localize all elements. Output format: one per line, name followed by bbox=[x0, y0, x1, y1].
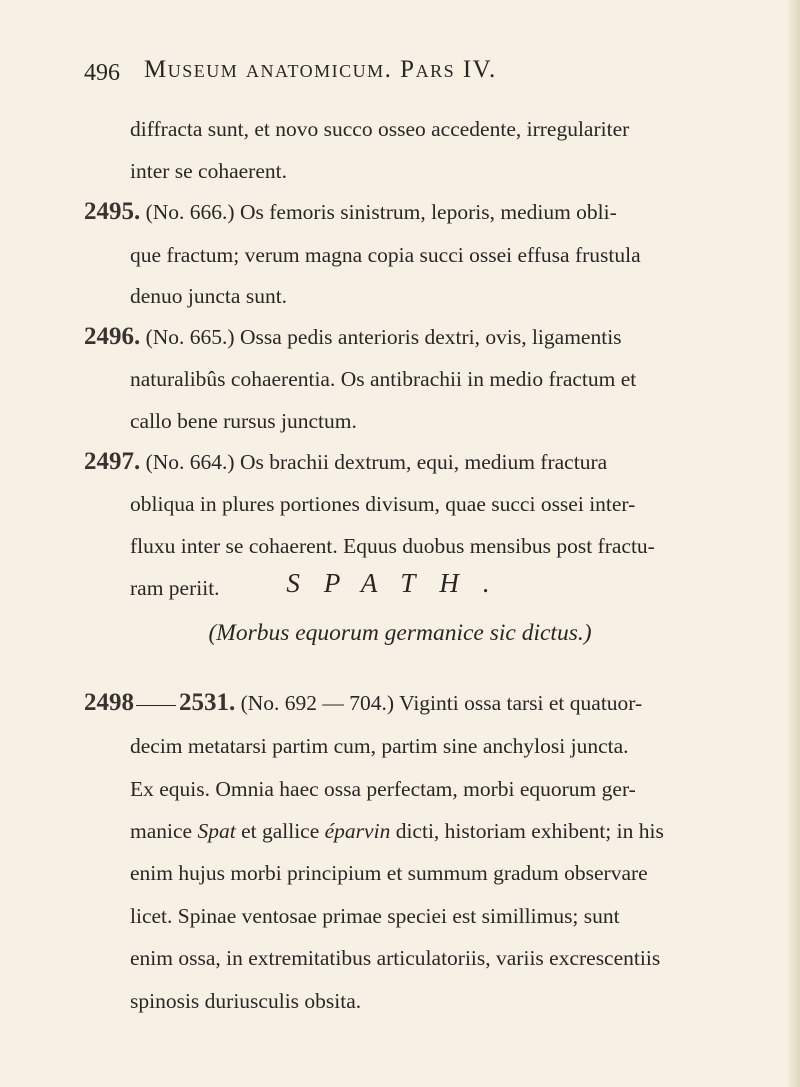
text-line: denuo juncta sunt. bbox=[130, 284, 288, 308]
text-line: naturalibûs cohaerentia. Os antibrachii in medio fractum et bbox=[130, 367, 637, 391]
text-line: ram periit. bbox=[130, 576, 220, 600]
running-head: Museum anatomicum. Pars IV. bbox=[144, 56, 497, 83]
text-line: diffracta sunt, et novo succo osseo accedente, irregulariter bbox=[130, 117, 630, 141]
text-line: Ex equis. Omnia haec ossa perfectam, morbi equorum ger- bbox=[130, 777, 636, 801]
italic-term: Spat bbox=[197, 819, 236, 843]
italic-term: éparvin bbox=[324, 819, 391, 843]
entry-number: 2495. bbox=[84, 198, 141, 225]
text-line: enim ossa, in extremitatibus articulatoriis, variis excrescentiis bbox=[130, 946, 661, 970]
text-line: (No. 692 — 704.) Viginti ossa tarsi et quatuor- bbox=[240, 691, 643, 715]
entry-2497 bbox=[84, 449, 607, 474]
text-line: inter se cohaerent. bbox=[130, 159, 287, 183]
entry-2498-2531 bbox=[84, 690, 642, 715]
text-line: decim metatarsi partim cum, partim sine anchylosi juncta. bbox=[130, 734, 629, 758]
text-line: spinosis duriusculis obsita. bbox=[130, 989, 362, 1013]
entry-2496 bbox=[84, 324, 622, 349]
text-line: (No. 664.) Os brachii dextrum, equi, medium fractura bbox=[145, 450, 608, 474]
text-line: manice Spat et gallice éparvin dicti, historiam exhibent; in his bbox=[130, 819, 664, 843]
text-line: callo bene rursus junctum. bbox=[130, 409, 357, 433]
entry-2495 bbox=[84, 199, 617, 224]
text-line: (No. 666.) Os femoris sinistrum, leporis, medium obli- bbox=[145, 200, 617, 224]
entry-number: 2497. bbox=[84, 448, 141, 475]
text-line: (No. 665.) Ossa pedis anterioris dextri, ovis, ligamentis bbox=[145, 325, 622, 349]
page-header bbox=[84, 56, 704, 96]
entry-number: 2498 bbox=[84, 689, 134, 716]
section-subtitle: (Morbus equorum germanice sic dictus.) bbox=[208, 620, 592, 646]
entry-number: 2496. bbox=[84, 323, 141, 350]
entry-number: 2531. bbox=[179, 689, 236, 716]
section-title: SPATH. bbox=[286, 568, 514, 598]
text-line: enim hujus morbi principium et summum gradum observare bbox=[130, 861, 648, 885]
page-number: 496 bbox=[84, 60, 120, 86]
text-line: obliqua in plures portiones divisum, quae succi ossei inter- bbox=[130, 492, 636, 516]
page-edge-shadow bbox=[786, 0, 800, 1087]
range-dash bbox=[136, 705, 176, 706]
text-line: fluxu inter se cohaerent. Equus duobus mensibus post fractu- bbox=[130, 534, 655, 558]
text-line: licet. Spinae ventosae primae speciei est simillimus; sunt bbox=[130, 904, 620, 928]
text-line: que fractum; verum magna copia succi ossei effusa frustula bbox=[130, 243, 641, 267]
